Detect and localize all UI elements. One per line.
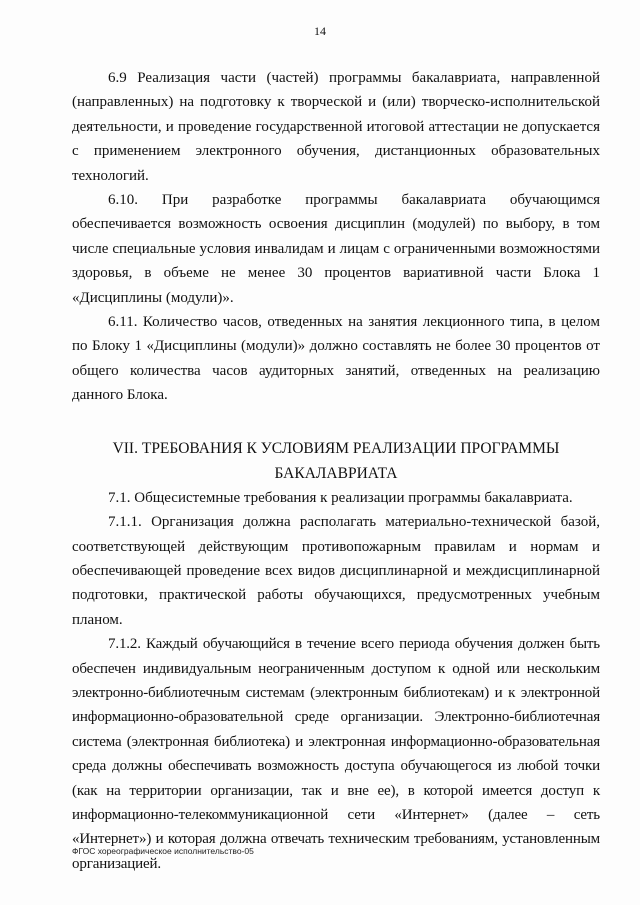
paragraph-7-1-2: 7.1.2. Каждый обучающийся в течение всего периода обучения должен быть обеспечен индивидуальным неограниченным доступом к одной или нескольким электронно-библиотечным системам (электронным библиотекам) и к электронной информационно-образовательной среде организации. Электронно-библиотечная система (электронная библиотека) и электронная информационно-образовательная среда должны обеспечивать возможность доступа обучающегося из любой точки (как на территории организации, так и вне ее), в которой имеется доступ к информационно-телекоммуникационной сети «Интернет» (далее – сеть «Интернет») и которая должна отвечать техническим требованиям, установленным организацией. bbox=[72, 636, 600, 872]
section-title-line-2: БАКАЛАВРИАТА bbox=[274, 464, 398, 482]
section-title bbox=[72, 436, 600, 486]
paragraph-6-10: 6.10. При разработке программы бакалавриата обучающимся обеспечивается возможность освоения дисциплин (модулей) по выбору, в том числе специальные условия инвалидам и лицам с ограниченными возможностями здоровья, в объеме не менее 30 процентов вариативной части Блока 1 «Дисциплины (модули)». bbox=[72, 192, 600, 306]
paragraph-7-1: 7.1. Общесистемные требования к реализации программы бакалавриата. bbox=[108, 489, 573, 506]
document-footer: ФГОС хореографическое исполнительство-05 bbox=[72, 846, 254, 856]
section-title-line-1: VII. ТРЕБОВАНИЯ К УСЛОВИЯМ РЕАЛИЗАЦИИ ПРОГРАММЫ bbox=[112, 439, 560, 457]
page-number: 14 bbox=[314, 24, 326, 38]
page-body bbox=[72, 66, 600, 876]
paragraph-7-1-1: 7.1.1. Организация должна располагать материально-технической базой, соответствующей действующим противопожарным правилам и нормам и обеспечивающей проведение всех видов дисциплинарной и междисциплинарной подготовки, практической работы обучающихся, предусмотренных учебным планом. bbox=[72, 514, 600, 628]
paragraph-6-11: 6.11. Количество часов, отведенных на занятия лекционного типа, в целом по Блоку 1 «Дисциплины (модули)» должно составлять не более 30 процентов от общего количества часов аудиторных занятий, отведенных на реализацию данного Блока. bbox=[72, 314, 600, 404]
paragraph-6-9: 6.9 Реализация части (частей) программы бакалавриата, направленной (направленных) на подготовку к творческой и (или) творческо-исполнительской деятельности, и проведение государственной итоговой аттестации не допускается с применением электронного обучения, дистанционных образовательных технологий. bbox=[72, 70, 600, 184]
